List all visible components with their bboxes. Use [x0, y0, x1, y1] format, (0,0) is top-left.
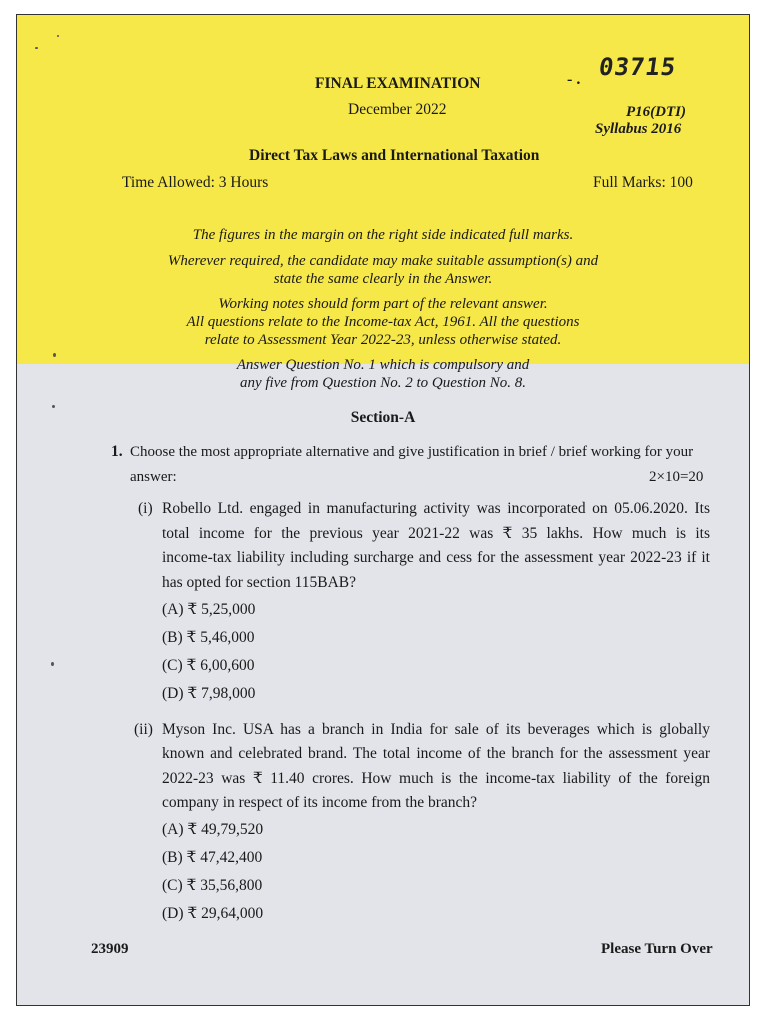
exam-session: December 2022 — [348, 101, 447, 118]
instruction-line: relate to Assessment Year 2022-23, unless otherwise stated. — [204, 332, 562, 348]
page-code: 23909 — [91, 941, 129, 957]
answer-option: (D) ₹ 29,64,000 — [162, 905, 264, 922]
scan-speck — [52, 405, 55, 408]
exam-title: FINAL EXAMINATION — [315, 75, 481, 92]
instruction-line: state the same clearly in the Answer. — [273, 271, 493, 287]
please-turn-over: Please Turn Over — [601, 941, 713, 957]
subquestion-line: Myson Inc. USA has a branch in India for sale of its beverages which is globally — [162, 721, 710, 738]
answer-option: (D) ₹ 7,98,000 — [162, 685, 256, 702]
paper-code-stamp: 03715 — [597, 53, 679, 81]
subquestion-line: income-tax liability including surcharge and cess for the assessment year 2022-23 if it — [162, 549, 710, 566]
subquestion-label: (i) — [138, 500, 153, 517]
subquestion-line: Robello Ltd. engaged in manufacturing activity was incorporated on 05.06.2020. Its — [162, 500, 710, 517]
scan-speck — [51, 662, 54, 666]
question-text: Choose the most appropriate alternative and give justification in brief / brief working for your — [130, 444, 694, 460]
subquestion-label: (ii) — [134, 721, 153, 738]
subquestion-line: known and celebrated brand. The total income of the branch for the assessment year — [162, 745, 710, 762]
scan-speck — [57, 35, 59, 37]
syllabus-label: Syllabus 2016 — [595, 121, 682, 137]
subquestion-line: company in respect of its income from the branch? — [162, 794, 478, 811]
full-marks: Full Marks: 100 — [593, 174, 693, 191]
instruction-line: The figures in the margin on the right side indicated full marks. — [192, 227, 574, 243]
subject-title: Direct Tax Laws and International Taxation — [249, 147, 540, 164]
instruction-line: All questions relate to the Income-tax Act, 1961. All the questions — [186, 314, 580, 330]
answer-option: (B) ₹ 47,42,400 — [162, 849, 263, 866]
paper-reference: P16(DTI) — [626, 104, 686, 120]
scan-speck — [35, 47, 38, 49]
instruction-line: Answer Question No. 1 which is compulsory and — [236, 357, 530, 373]
answer-option: (A) ₹ 49,79,520 — [162, 821, 264, 838]
instruction-line: Working notes should form part of the relevant answer. — [218, 296, 548, 312]
subquestion-line: total income for the previous year 2021-22 was ₹ 35 lakhs. How much is its — [162, 525, 710, 542]
subquestion-line: 2022-23 was ₹ 11.40 crores. How much is the income-tax liability of the foreign — [162, 770, 710, 787]
question-number: 1. — [111, 443, 123, 460]
answer-option: (B) ₹ 5,46,000 — [162, 629, 255, 646]
section-title: Section-A — [350, 409, 416, 426]
instruction-line: any five from Question No. 2 to Question No. 8. — [239, 375, 527, 391]
subquestion-line: has opted for section 115BAB? — [162, 574, 356, 591]
stamp-dashes: - . — [567, 71, 581, 88]
question-marks: 2×10=20 — [649, 469, 704, 485]
answer-option: (C) ₹ 6,00,600 — [162, 657, 255, 674]
question-text: answer: — [130, 469, 177, 485]
time-allowed: Time Allowed: 3 Hours — [122, 174, 269, 191]
answer-option: (A) ₹ 5,25,000 — [162, 601, 256, 618]
instruction-line: Wherever required, the candidate may make suitable assumption(s) and — [167, 253, 599, 269]
exam-paper-sheet — [16, 14, 750, 1006]
answer-option: (C) ₹ 35,56,800 — [162, 877, 263, 894]
